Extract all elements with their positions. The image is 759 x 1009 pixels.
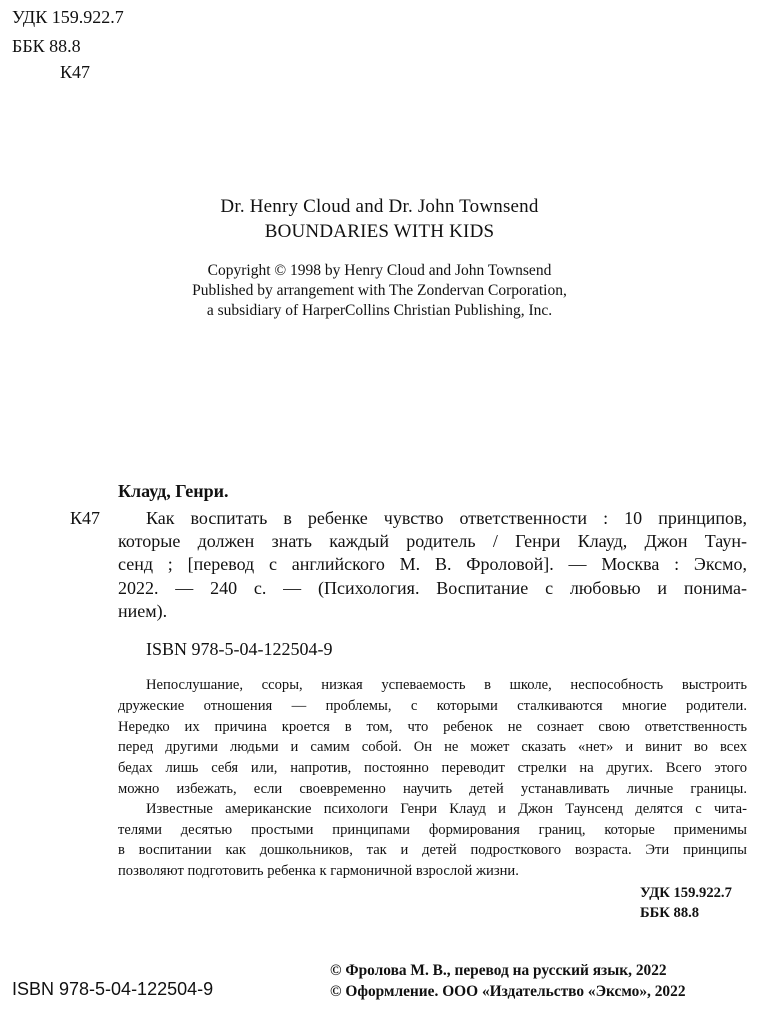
catalog-line: нием). — [118, 601, 168, 621]
copyright-translation: © Фролова М. В., перевод на русский язык, 2022 — [330, 962, 667, 979]
annotation-line: Нередко их причина кроется в том, что ребенок не сознает свою ответственность — [118, 719, 747, 735]
annotation-line: Непослушание, ссоры, низкая успеваемость в школе, неспособность выстроить — [146, 677, 747, 693]
catalog-isbn: ISBN 978-5-04-122504-9 — [146, 639, 333, 659]
annotation-line: в воспитании как дошкольников, так и детей подросткового возраста. Эти принципы — [118, 842, 747, 858]
copyright-line: Published by arrangement with The Zondervan Corporation, — [192, 282, 567, 299]
catalog-line: 2022. — 240 с. — (Психология. Воспитание с любовью и понима- — [118, 578, 747, 598]
catalog-mark: К47 — [70, 508, 101, 528]
catalog-line: сенд ; [перевод с английского М. В. Фроловой]. — Москва : Эксмо, — [118, 554, 747, 574]
annotation-line: позволяют подготовить ребенка к гармоничной взрослой жизни. — [118, 863, 519, 879]
original-authors: Dr. Henry Cloud and Dr. John Townsend — [220, 196, 539, 217]
bbk-code: ББК 88.8 — [12, 36, 81, 56]
bottom-udk-code: УДК 159.922.7 — [640, 885, 732, 901]
copyright-line: a subsidiary of HarperCollins Christian Publishing, Inc. — [206, 302, 553, 319]
original-title: BOUNDARIES WITH KIDS — [264, 221, 495, 242]
udk-code: УДК 159.922.7 — [12, 7, 124, 27]
copyright-line: Copyright © 1998 by Henry Cloud and John Townsend — [207, 262, 552, 279]
annotation-line: бедах лишь себя или, напротив, постоянно переводит стрелки на других. Всего этого — [118, 760, 747, 776]
author-mark: К47 — [60, 62, 91, 82]
annotation-line: телями десятью простыми принципами формирования границ, которые применимы — [118, 822, 747, 838]
annotation-line: Известные американские психологи Генри Клауд и Джон Таунсенд делятся с чита- — [146, 801, 747, 817]
copyright-design: © Оформление. ООО «Издательство «Эксмо», 2022 — [330, 983, 686, 1000]
catalog-heading: Клауд, Генри. — [118, 481, 229, 501]
annotation-line: можно избежать, если своевременно научить детей устанавливать личные границы. — [118, 781, 747, 797]
catalog-line: которые должен знать каждый родитель / Генри Клауд, Джон Таун- — [118, 531, 747, 551]
bottom-bbk-code: ББК 88.8 — [640, 905, 700, 921]
annotation-line: дружеские отношения — проблемы, с которыми сталкиваются многие родители. — [118, 698, 747, 714]
catalog-line: Как воспитать в ребенке чувство ответственности : 10 принципов, — [146, 508, 747, 528]
annotation-line: перед другими людьми и самим собой. Он не может сказать «нет» и винит во всех — [118, 739, 747, 755]
footer-isbn: ISBN 978-5-04-122504-9 — [12, 979, 214, 999]
